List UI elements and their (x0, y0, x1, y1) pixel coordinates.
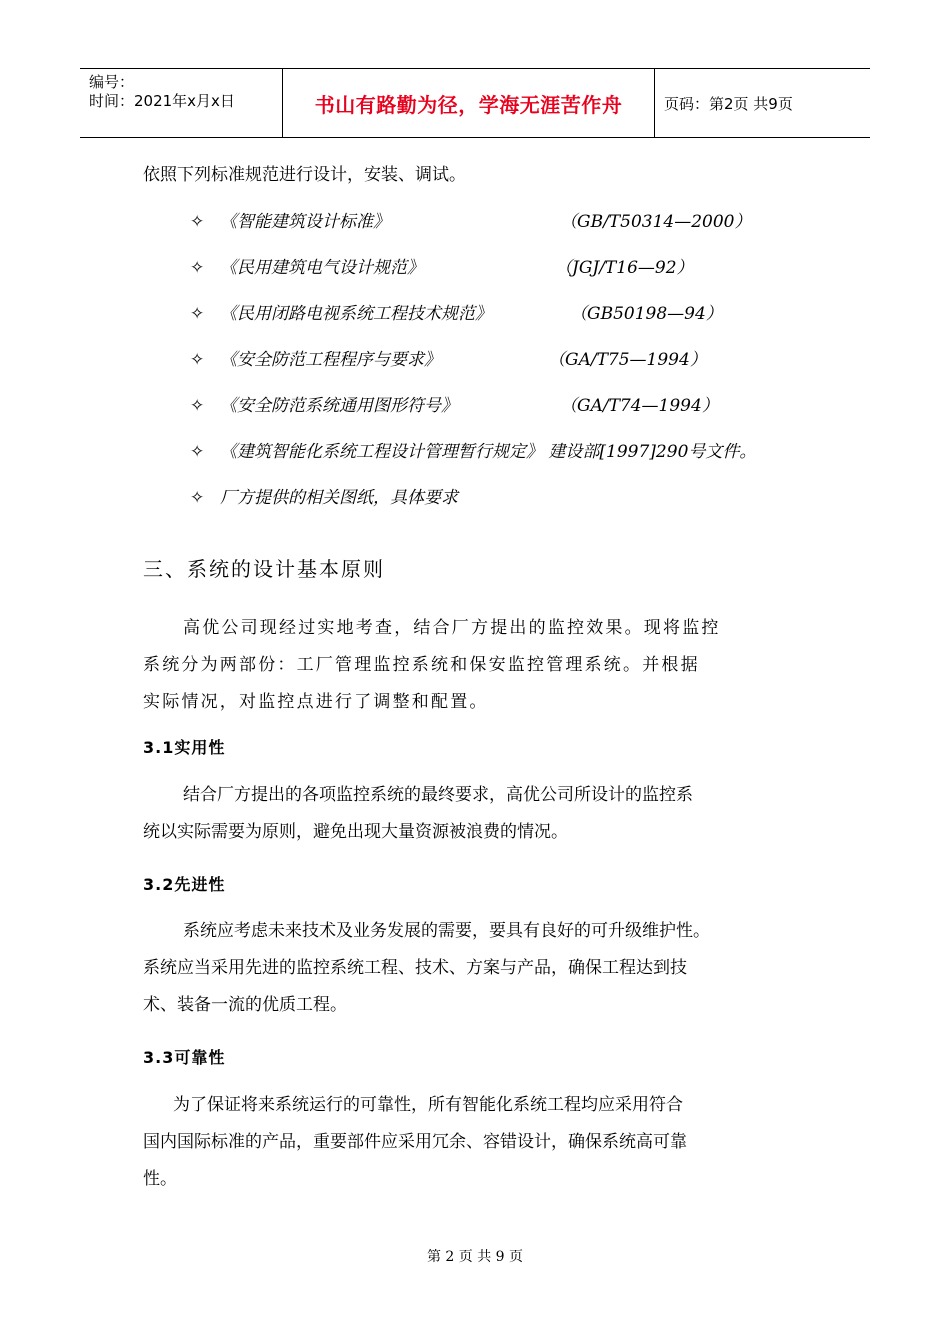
list-item (190, 345, 441, 370)
header-page-label: 页码：第2页 共9页 (664, 94, 793, 113)
header-meta (80, 69, 283, 137)
subsection-heading: 3.2先进性 (143, 875, 226, 894)
paragraph-line: 结合厂方提出的各项监控系统的最终要求，高优公司所设计的监控系 (183, 785, 693, 805)
list-item (190, 391, 458, 416)
header-motto: 书山有路勤为径，学海无涯苦作舟 (314, 92, 623, 117)
standard-name: 《民用建筑电气设计规范》 (220, 258, 424, 278)
paragraph-line: 术、装备一流的优质工程。 (143, 995, 347, 1015)
standard-code: （JGJ/T16—92） (555, 258, 694, 278)
star-bullet-icon: ✧ (190, 488, 205, 508)
paragraph-line: 系统应当采用先进的监控系统工程、技术、方案与产品，确保工程达到技 (143, 958, 687, 978)
paragraph-line: 系统分为两部份：工厂管理监控系统和保安监控管理系统。并根据 (143, 655, 700, 675)
standard-name: 《建筑智能化系统工程设计管理暂行规定》 建设部[1997]290号文件。 (220, 442, 757, 462)
list-item (190, 299, 492, 324)
subsection-paragraph (143, 913, 823, 950)
section-heading: 三、系统的设计基本原则 (143, 557, 385, 581)
star-bullet-icon: ✧ (190, 258, 205, 278)
star-bullet-icon: ✧ (190, 212, 205, 232)
subsection-paragraph (143, 814, 823, 851)
paragraph-line: 高优公司现经过实地考查，结合厂方提出的监控效果。现将监控 (183, 618, 721, 638)
star-bullet-icon: ✧ (190, 350, 205, 370)
star-bullet-icon: ✧ (190, 396, 205, 416)
paragraph-line: 性。 (143, 1169, 177, 1189)
list-item (190, 437, 756, 462)
document-time-label: 时间：2021年x月x日 (89, 92, 235, 110)
subsection-paragraph (143, 1087, 823, 1124)
subsection-heading: 3.1实用性 (143, 738, 226, 757)
paragraph-line: 实际情况，对监控点进行了调整和配置。 (143, 692, 489, 712)
standard-code: （GB/T50314—2000） (560, 212, 752, 232)
subsection-paragraph (143, 777, 823, 814)
subsection-heading: 3.3可靠性 (143, 1048, 226, 1067)
star-bullet-icon: ✧ (190, 442, 205, 462)
list-item (190, 253, 424, 278)
standard-name: 《安全防范系统通用图形符号》 (220, 396, 458, 416)
page-header (80, 68, 870, 138)
list-item (190, 483, 458, 508)
standard-name: 厂方提供的相关图纸，具体要求 (220, 488, 458, 508)
standard-code: （GB50198—94） (570, 304, 723, 324)
standard-name: 《民用闭路电视系统工程技术规范》 (220, 304, 492, 324)
paragraph-line: 国内国际标准的产品，重要部件应采用冗余、容错设计，确保系统高可靠 (143, 1132, 687, 1152)
paragraph-line: 为了保证将来系统运行的可靠性，所有智能化系统工程均应采用符合 (173, 1095, 683, 1115)
subsection-paragraph (143, 950, 823, 1024)
standard-code: （GA/T75—1994） (548, 350, 707, 370)
header-divider (654, 69, 655, 137)
page-footer: 第 2 页 共 9 页 (426, 1249, 524, 1265)
paragraph-line: 统以实际需要为原则，避免出现大量资源被浪费的情况。 (143, 822, 568, 842)
list-item (190, 207, 390, 232)
section-intro-paragraph (143, 610, 823, 647)
paragraph-line: 系统应考虑未来技术及业务发展的需要，要具有良好的可升级维护性。 (183, 921, 710, 941)
star-bullet-icon: ✧ (190, 304, 205, 324)
standard-name: 《安全防范工程程序与要求》 (220, 350, 441, 370)
subsection-paragraph (143, 1124, 823, 1198)
section-intro-paragraph (143, 647, 823, 721)
document-number-label: 编号： (89, 73, 135, 91)
standard-code: （GA/T74—1994） (560, 396, 719, 416)
intro-text: 依照下列标准规范进行设计，安装、调试。 (143, 165, 466, 185)
standard-name: 《智能建筑设计标准》 (220, 212, 390, 232)
